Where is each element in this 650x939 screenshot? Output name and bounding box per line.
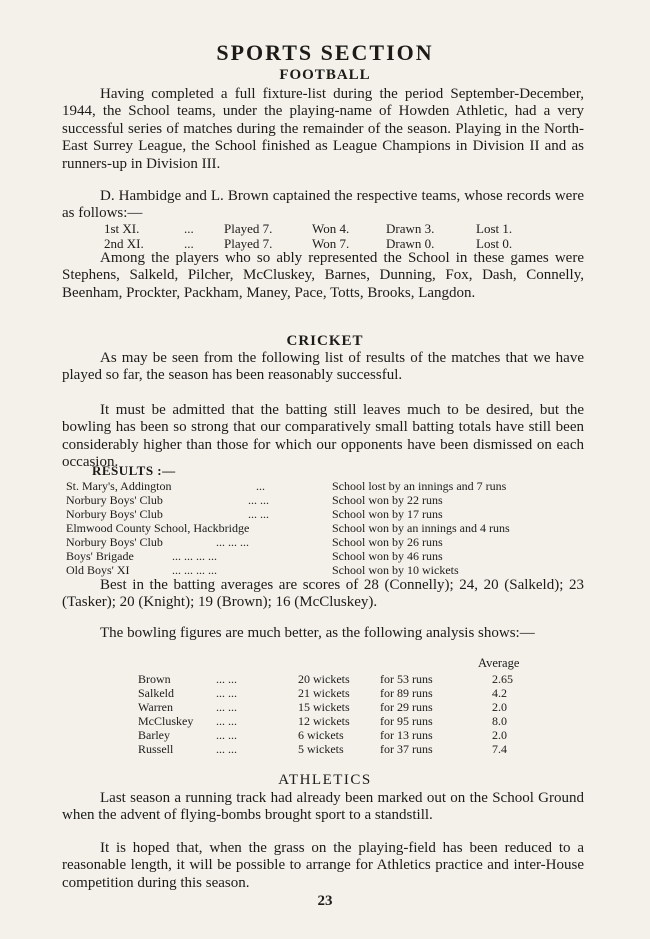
record-won: Won 4. [312, 221, 350, 236]
result-row [66, 549, 586, 563]
average-header: Average [478, 656, 520, 670]
cricket-paragraph-4: The bowling figures are much better, as the following analysis shows:— [100, 625, 535, 641]
result-row [66, 479, 586, 493]
bowler-name: Brown [138, 672, 171, 686]
athletics-paragraph-2: It is hoped that, when the grass on the playing-field has been reduced to a reasonable length, it will be possible to arrange for Athletics practice and inter-House competition during this season. [62, 840, 584, 891]
record-team: 1st XI. [104, 221, 140, 236]
result-row [66, 493, 586, 507]
bowler-runs: for 89 runs [380, 686, 433, 700]
bowler-wickets: 21 wickets [298, 686, 350, 700]
bowler-wickets: 5 wickets [298, 742, 344, 756]
bowler-dots: ... ... [216, 686, 237, 700]
record-played: Played 7. [224, 221, 273, 236]
football-paragraph-3: Among the players who so ably represented the School in these games were Stephens, Salkeld, Pilcher, McCluskey, Barnes, Dunning, Fox, Dash, Connelly, Beenham, Prockter, Packham, Maney, Pace, Totts, Brooks, Langdon. [62, 250, 584, 301]
record-dots: ... [184, 221, 194, 236]
bowler-name: Russell [138, 742, 174, 756]
athletics-heading: ATHLETICS [278, 772, 372, 788]
bowler-average: 2.65 [492, 672, 513, 686]
result-opponent: Norbury Boys' Club [66, 493, 163, 507]
bowling-row [138, 742, 558, 757]
page-number: 23 [317, 893, 333, 909]
result-row [66, 535, 586, 549]
result-text: School won by 17 runs [332, 507, 443, 521]
record-dots: ... [184, 236, 194, 251]
result-row [66, 563, 586, 577]
bowling-row [138, 714, 558, 729]
result-text: School won by 22 runs [332, 493, 443, 507]
result-dots: ... ... [248, 493, 269, 507]
bowler-runs: for 95 runs [380, 714, 433, 728]
bowling-row [138, 686, 558, 701]
result-row [66, 507, 586, 521]
record-lost: Lost 0. [476, 236, 513, 251]
result-opponent: Old Boys' XI [66, 563, 130, 577]
bowler-wickets: 6 wickets [298, 728, 344, 742]
bowler-runs: for 29 runs [380, 700, 433, 714]
result-opponent: Norbury Boys' Club [66, 507, 163, 521]
cricket-paragraph-1: As may be seen from the following list of results of the matches that we have played so far, the season has been reasonably successful. [62, 350, 584, 384]
section-title: SPORTS SECTION [216, 40, 434, 65]
cricket-paragraph-3: Best in the batting averages are scores of 28 (Connelly); 24, 20 (Salkeld); 23 (Tasker); 20 (Knight); 19 (Brown); 16 (McCluskey). [62, 577, 584, 611]
football-paragraph-2: D. Hambidge and L. Brown captained the respective teams, whose records were as follows:— [62, 188, 584, 222]
record-played: Played 7. [224, 236, 273, 251]
bowler-name: Salkeld [138, 686, 174, 700]
bowler-average: 8.0 [492, 714, 507, 728]
record-drawn: Drawn 0. [386, 236, 435, 251]
bowling-row [138, 700, 558, 715]
bowler-wickets: 15 wickets [298, 700, 350, 714]
record-lost: Lost 1. [476, 221, 513, 236]
athletics-paragraph-1: Last season a running track had already been marked out on the School Ground when the advent of flying-bombs brought sport to a standstill. [62, 790, 584, 824]
bowler-runs: for 37 runs [380, 742, 433, 756]
football-paragraph-1: Having completed a full fixture-list during the period September-December, 1944, the School teams, under the playing-name of Howden Athletic, had a very successful series of matches during the remainder of the season. Playing in the North-East Surrey League, the School finished as League Champions in Division II and as runners-up in Division III. [62, 86, 584, 172]
record-won: Won 7. [312, 236, 350, 251]
bowler-dots: ... ... [216, 714, 237, 728]
result-opponent: Boys' Brigade [66, 549, 134, 563]
bowler-dots: ... ... [216, 742, 237, 756]
results-label: RESULTS :— [92, 463, 176, 478]
bowler-dots: ... ... [216, 672, 237, 686]
result-text: School won by an innings and 4 runs [332, 521, 510, 535]
bowler-wickets: 20 wickets [298, 672, 350, 686]
bowler-dots: ... ... [216, 700, 237, 714]
result-row [66, 521, 586, 535]
result-text: School won by 10 wickets [332, 563, 459, 577]
result-dots: ... ... ... [216, 535, 249, 549]
bowler-average: 4.2 [492, 686, 507, 700]
result-dots: ... ... ... ... [172, 563, 217, 577]
result-dots: ... [256, 479, 265, 493]
bowling-row [138, 728, 558, 743]
bowler-name: Barley [138, 728, 170, 742]
bowler-runs: for 13 runs [380, 728, 433, 742]
bowler-dots: ... ... [216, 728, 237, 742]
record-row-1st-xi [104, 221, 544, 237]
bowler-average: 2.0 [492, 728, 507, 742]
record-drawn: Drawn 3. [386, 221, 435, 236]
result-dots: ... ... [248, 507, 269, 521]
bowler-wickets: 12 wickets [298, 714, 350, 728]
cricket-paragraph-2: It must be admitted that the batting still leaves much to be desired, but the bowling has been so strong that our comparatively small batting totals have still been considerably higher than those for which our opponents have been dismissed on each occasion. [62, 402, 584, 471]
record-team: 2nd XI. [104, 236, 144, 251]
cricket-heading: CRICKET [286, 333, 364, 349]
result-opponent: St. Mary's, Addington [66, 479, 172, 493]
bowling-row [138, 672, 558, 687]
bowler-runs: for 53 runs [380, 672, 433, 686]
football-heading: FOOTBALL [279, 67, 371, 83]
result-opponent: Norbury Boys' Club [66, 535, 163, 549]
result-dots: ... ... ... ... [172, 549, 217, 563]
result-text: School lost by an innings and 7 runs [332, 479, 507, 493]
result-text: School won by 46 runs [332, 549, 443, 563]
bowler-name: Warren [138, 700, 174, 714]
bowler-average: 2.0 [492, 700, 507, 714]
result-text: School won by 26 runs [332, 535, 443, 549]
bowler-name: McCluskey [138, 714, 194, 728]
bowler-average: 7.4 [492, 742, 507, 756]
result-opponent: Elmwood County School, Hackbridge [66, 521, 250, 535]
